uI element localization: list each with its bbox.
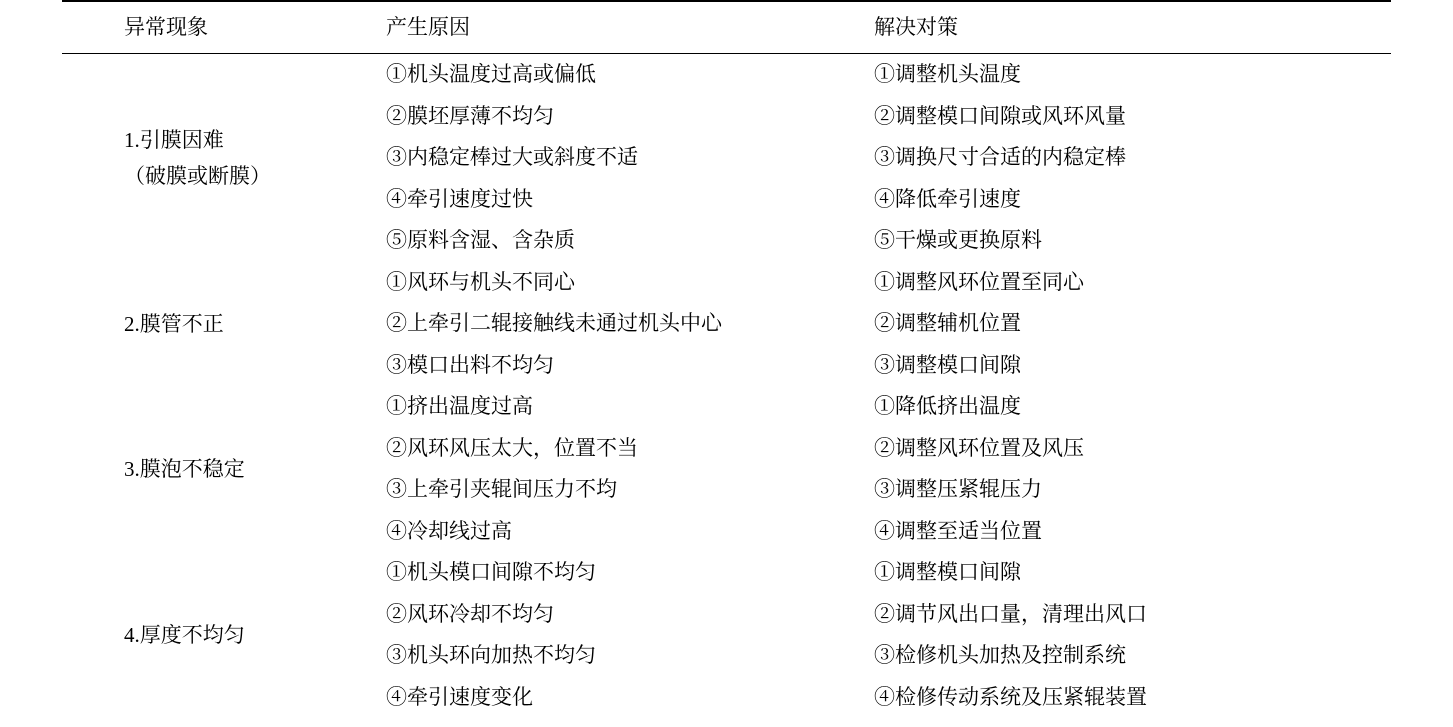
remedy-cell: ②调节风出口量，清理出风口 — [874, 601, 1147, 626]
remedy-cell: ③调整模口间隙 — [874, 352, 1021, 377]
cause-cell: ②膜坯厚薄不均匀 — [386, 103, 554, 128]
remedy-cell: ③调整压紧辊压力 — [874, 477, 1042, 502]
remedy-cell: ①调整机头温度 — [874, 62, 1021, 87]
remedy-cell: ①调整风环位置至同心 — [874, 269, 1084, 294]
cause-cell: ①风环与机头不同心 — [386, 269, 575, 294]
cause-cell: ③模口出料不均匀 — [386, 352, 554, 377]
phenomenon-cell — [62, 386, 372, 552]
cause-cell: ④牵引速度变化 — [386, 684, 533, 709]
table-row — [62, 552, 1391, 594]
phenomenon-cell — [62, 54, 372, 262]
remedy-cell: ②调整模口间隙或风环风量 — [874, 103, 1126, 128]
remedy-cell: ③调换尺寸合适的内稳定棒 — [874, 145, 1126, 170]
cause-cell: ①机头模口间隙不均匀 — [386, 560, 596, 585]
remedy-cell: ④检修传动系统及压紧辊装置 — [874, 684, 1147, 709]
phenomenon-cell — [62, 552, 372, 718]
remedy-cell: ②调整辅机位置 — [874, 311, 1021, 336]
cause-cell: ③机头环向加热不均匀 — [386, 643, 596, 668]
phenomenon-line: 2.膜管不正 — [124, 311, 224, 336]
table-header — [62, 1, 1391, 54]
cause-cell: ③上牵引夹辊间压力不均 — [386, 477, 617, 502]
remedy-cell: ④调整至适当位置 — [874, 518, 1042, 543]
table-row — [62, 262, 1391, 304]
cause-cell: ②风环风压太大，位置不当 — [386, 435, 638, 460]
phenomenon-line: （破膜或断膜） — [124, 163, 271, 188]
fault-troubleshooting-table — [62, 0, 1391, 718]
phenomenon-line: 3.膜泡不稳定 — [124, 456, 245, 481]
table-body — [62, 54, 1391, 719]
remedy-cell: ③检修机头加热及控制系统 — [874, 643, 1126, 668]
phenomenon-line: 1.引膜因难 — [124, 127, 224, 152]
remedy-cell: ①降低挤出温度 — [874, 394, 1021, 419]
table-header-row — [62, 1, 1391, 54]
remedy-cell: ①调整模口间隙 — [874, 560, 1021, 585]
cause-cell: ③内稳定棒过大或斜度不适 — [386, 145, 638, 170]
remedy-cell: ④降低牵引速度 — [874, 186, 1021, 211]
cause-cell: ④冷却线过高 — [386, 518, 512, 543]
cause-cell: ①机头温度过高或偏低 — [386, 62, 596, 87]
remedy-cell: ⑤干燥或更换原料 — [874, 228, 1042, 253]
phenomenon-line: 4.厚度不均匀 — [124, 622, 245, 647]
table-row — [62, 54, 1391, 96]
column-header-phenomenon: 异常现象 — [62, 1, 372, 54]
table-row — [62, 386, 1391, 428]
cause-cell: ②风环冷却不均匀 — [386, 601, 554, 626]
cause-cell: ⑤原料含湿、含杂质 — [386, 228, 575, 253]
cause-cell: ①挤出温度过高 — [386, 394, 533, 419]
column-header-remedy: 解决对策 — [862, 1, 1391, 54]
phenomenon-cell — [62, 262, 372, 387]
remedy-cell: ②调整风环位置及风压 — [874, 435, 1084, 460]
column-header-cause: 产生原因 — [372, 1, 862, 54]
cause-cell: ④牵引速度过快 — [386, 186, 533, 211]
cause-cell: ②上牵引二辊接触线未通过机头中心 — [386, 311, 722, 336]
